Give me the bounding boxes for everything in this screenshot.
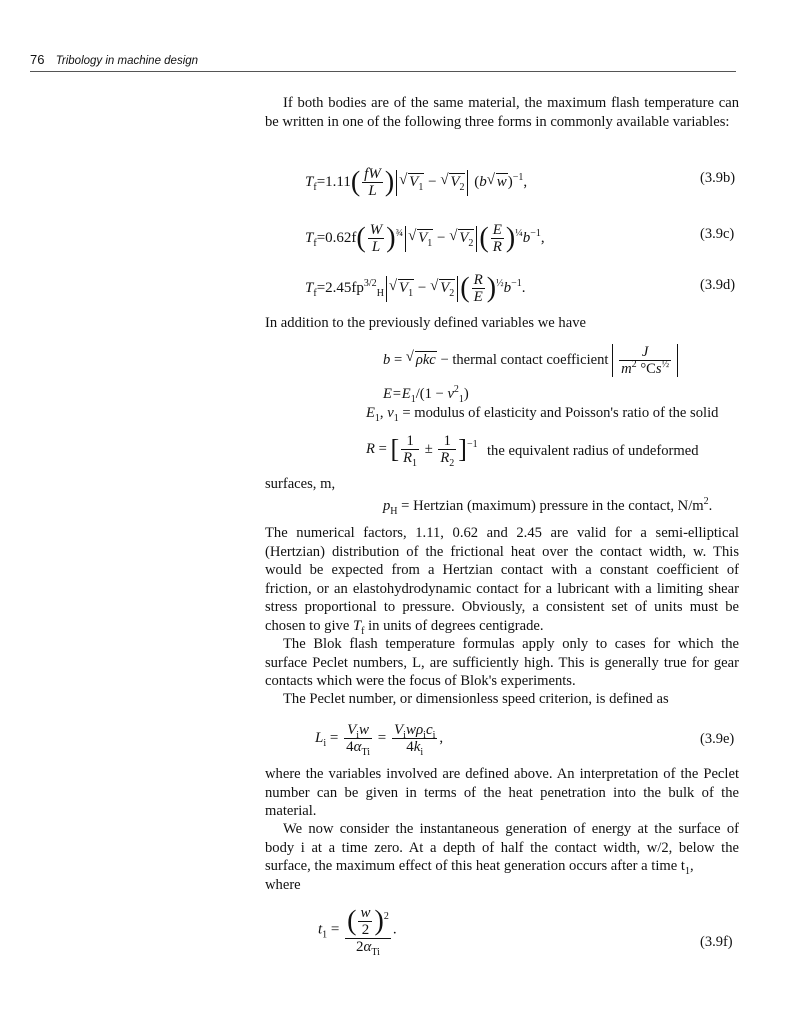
intro-text: If both bodies are of the same material, the maximum flash temperature can be written in one of the following three forms in commonly available variables: xyxy=(265,95,739,130)
equation-number-3-9b: (3.9b) xyxy=(700,170,736,186)
definition-r: R = [ $\frac{1}{R_1}$ ± $\frac{1}{R_2}$ ]$^{-1}$ xyxy=(366,433,478,469)
surfaces-text: surfaces, m, xyxy=(265,476,336,492)
equation-number-3-9c: (3.9c) xyxy=(700,226,735,242)
equation-number-3-9e: (3.9e) xyxy=(700,731,735,747)
equation-number-3-9d: (3.9d) xyxy=(700,277,736,293)
paragraph-blok: The Blok flash temperature formulas apply only to cases for which the surface Peclet numbers, L, are sufficiently high. This is generally true for gear contacts which were the focus of Blok's experiments. xyxy=(265,636,739,690)
definition-r-text: the equivalent radius of undeformed xyxy=(487,443,699,459)
paragraph-numerical-factors: The numerical factors, 1.11, 0.62 and 2.45 are valid for a semi-elliptical (Hertzian) distribution of the frictional heat over the contact width, w. This would be expected from a Hertzian contact with a constant coefficient of friction, or an elastohydrodynamic contact for a lubricant with a limiting shear stress proportional to pressure. Obviously, a consistent set of units must be chosen to give $T_f$ in units of degrees centigrade. xyxy=(265,525,739,637)
equation-3-9b: $T_f=1.11$( $\frac{fW}{L}$ )√ $V_1$ − √ $V_2$ (b√ w)$^{-1}$, xyxy=(305,166,527,199)
intro-paragraph xyxy=(265,94,739,131)
definition-b: b = √ ρkc − thermal contact coefficient $\frac{J}{m^2 ^\circ Cs^{\frac{1}{2}}}$ xyxy=(383,344,678,377)
paragraph-peclet: The Peclet number, or dimensionless speed criterion, is defined as xyxy=(283,691,669,707)
page-number: 76 xyxy=(30,52,45,67)
equation-3-9d: $T_f=2.45fp^{3/2}_H√$ $V_1$ − √ $V_2$ ( $\frac{R}{E}$ )$^{\frac{1}{2}}b^{-1}$. xyxy=(305,272,525,305)
header-rule xyxy=(30,71,736,72)
paragraph-where: where xyxy=(265,877,301,893)
definition-elastic: $E_1$, $\nu_1$ = modulus of elasticity and Poisson's ratio of the solid xyxy=(366,405,719,424)
definition-ph: $p_H$ = Hertzian (maximum) pressure in the contact, $N/m^2$. xyxy=(383,496,713,517)
equation-3-9f: $t_1$ = ( $\frac{w}{2}$ )$^2$ $2\alpha_{Ti}$ . xyxy=(318,905,397,958)
paragraph-interpretation: where the variables involved are defined above. An interpretation of the Peclet number can be given in terms of the heat penetration into the bulk of the material. xyxy=(265,766,739,820)
book-title: Tribology in machine design xyxy=(55,55,199,67)
definitions-intro: In addition to the previously defined variables we have xyxy=(265,315,586,331)
equation-3-9e: $L_i$ = $\frac{V_iw}{4\alpha_{Ti}}$ = $\frac{V_iw\rho_ic_i}{4k_i}$ , xyxy=(315,722,444,758)
running-head xyxy=(30,52,198,68)
definition-e: $E=E_1/(1 - \nu^2_1)$ xyxy=(383,384,469,405)
paragraph-instantaneous: We now consider the instantaneous generation of energy at the surface of body i at a time zero. At a depth of half the contact width, w/2, below the surface, the maximum effect of this heat generation occurs after a time $t_1$, xyxy=(265,821,739,878)
equation-3-9c: $T_f=0.62f$( $\frac{W}{L}$ )$^{\frac{3}{4}}$√ $V_1$ − √ $V_2$ ( $\frac{E}{R}$ )$^{\frac{1}{4}}b^{-1}$, xyxy=(305,222,545,255)
equation-number-3-9f: (3.9f) xyxy=(700,934,733,950)
